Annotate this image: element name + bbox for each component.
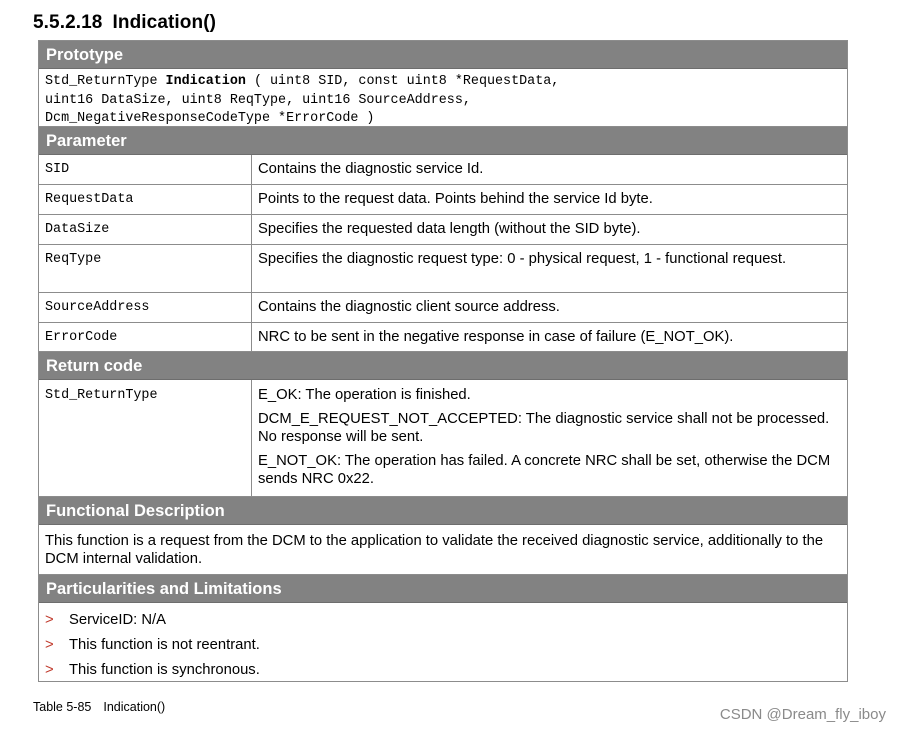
caption-number: Table 5-85 — [33, 700, 92, 714]
table-caption — [33, 700, 165, 714]
parameter-row — [39, 155, 847, 185]
functional-description-header: Functional Description — [39, 497, 847, 525]
section-title: Indication() — [112, 12, 217, 33]
return-code-line: E_NOT_OK: The operation has failed. A concrete NRC shall be set, otherwise the DCM sends NRC 0x22. — [258, 453, 831, 487]
parameter-row — [39, 245, 847, 293]
list-item: > This function is not reentrant. — [45, 637, 260, 653]
watermark: CSDN @Dream_fly_iboy — [719, 706, 886, 723]
prototype-header: Prototype — [39, 41, 847, 69]
parameter-row — [39, 323, 847, 352]
return-code-header: Return code — [39, 352, 847, 380]
param-desc: Points to the request data. Points behind the service Id byte. — [258, 191, 653, 207]
prototype-signature — [39, 69, 847, 127]
section-number: 5.5.2.18 — [33, 12, 103, 33]
bullet-arrow-icon: > — [45, 612, 54, 628]
prototype-line-1: Std_ReturnType Indication ( uint8 SID, const uint8 *RequestData, — [45, 74, 560, 89]
parameter-row — [39, 293, 847, 323]
section-heading — [33, 12, 216, 34]
param-desc: NRC to be sent in the negative response in case of failure (E_NOT_OK). — [258, 329, 734, 345]
bullet-arrow-icon: > — [45, 662, 54, 678]
list-item: > This function is synchronous. — [45, 662, 260, 678]
list-item: > ServiceID: N/A — [45, 612, 167, 628]
parameter-row — [39, 185, 847, 215]
param-desc: Contains the diagnostic client source address. — [258, 299, 560, 315]
return-code-line: E_OK: The operation is finished. — [258, 387, 471, 403]
prototype-line-2: uint16 DataSize, uint8 ReqType, uint16 SourceAddress, — [45, 92, 471, 108]
return-code-desc — [252, 380, 847, 496]
caption-title: Indication() — [103, 700, 166, 714]
functional-description-text: This function is a request from the DCM to the application to validate the received diagnostic service, additionally to the DCM internal validation. — [39, 525, 847, 575]
param-desc: Contains the diagnostic service Id. — [258, 161, 484, 177]
return-type: Std_ReturnType — [39, 380, 252, 496]
parameter-row — [39, 215, 847, 245]
prototype-line-3: Dcm_NegativeResponseCodeType *ErrorCode ) — [45, 111, 375, 126]
particularities-list — [39, 603, 847, 681]
param-name: ErrorCode — [39, 323, 252, 351]
param-name: DataSize — [39, 215, 252, 244]
param-desc: Specifies the requested data length (without the SID byte). — [258, 221, 641, 237]
param-name: RequestData — [39, 185, 252, 214]
bullet-arrow-icon: > — [45, 637, 54, 653]
param-name: SourceAddress — [39, 293, 252, 322]
parameter-header: Parameter — [39, 127, 847, 155]
return-code-line: DCM_E_REQUEST_NOT_ACCEPTED: The diagnostic service shall not be processed. No response will be sent. — [258, 411, 830, 445]
return-code-row — [39, 380, 847, 497]
function-name: Indication — [165, 74, 246, 89]
param-desc: Specifies the diagnostic request type: 0 - physical request, 1 - functional request. — [258, 251, 787, 267]
spec-table — [38, 40, 848, 682]
param-name: ReqType — [39, 245, 252, 292]
particularities-header: Particularities and Limitations — [39, 575, 847, 603]
param-name: SID — [39, 155, 252, 184]
